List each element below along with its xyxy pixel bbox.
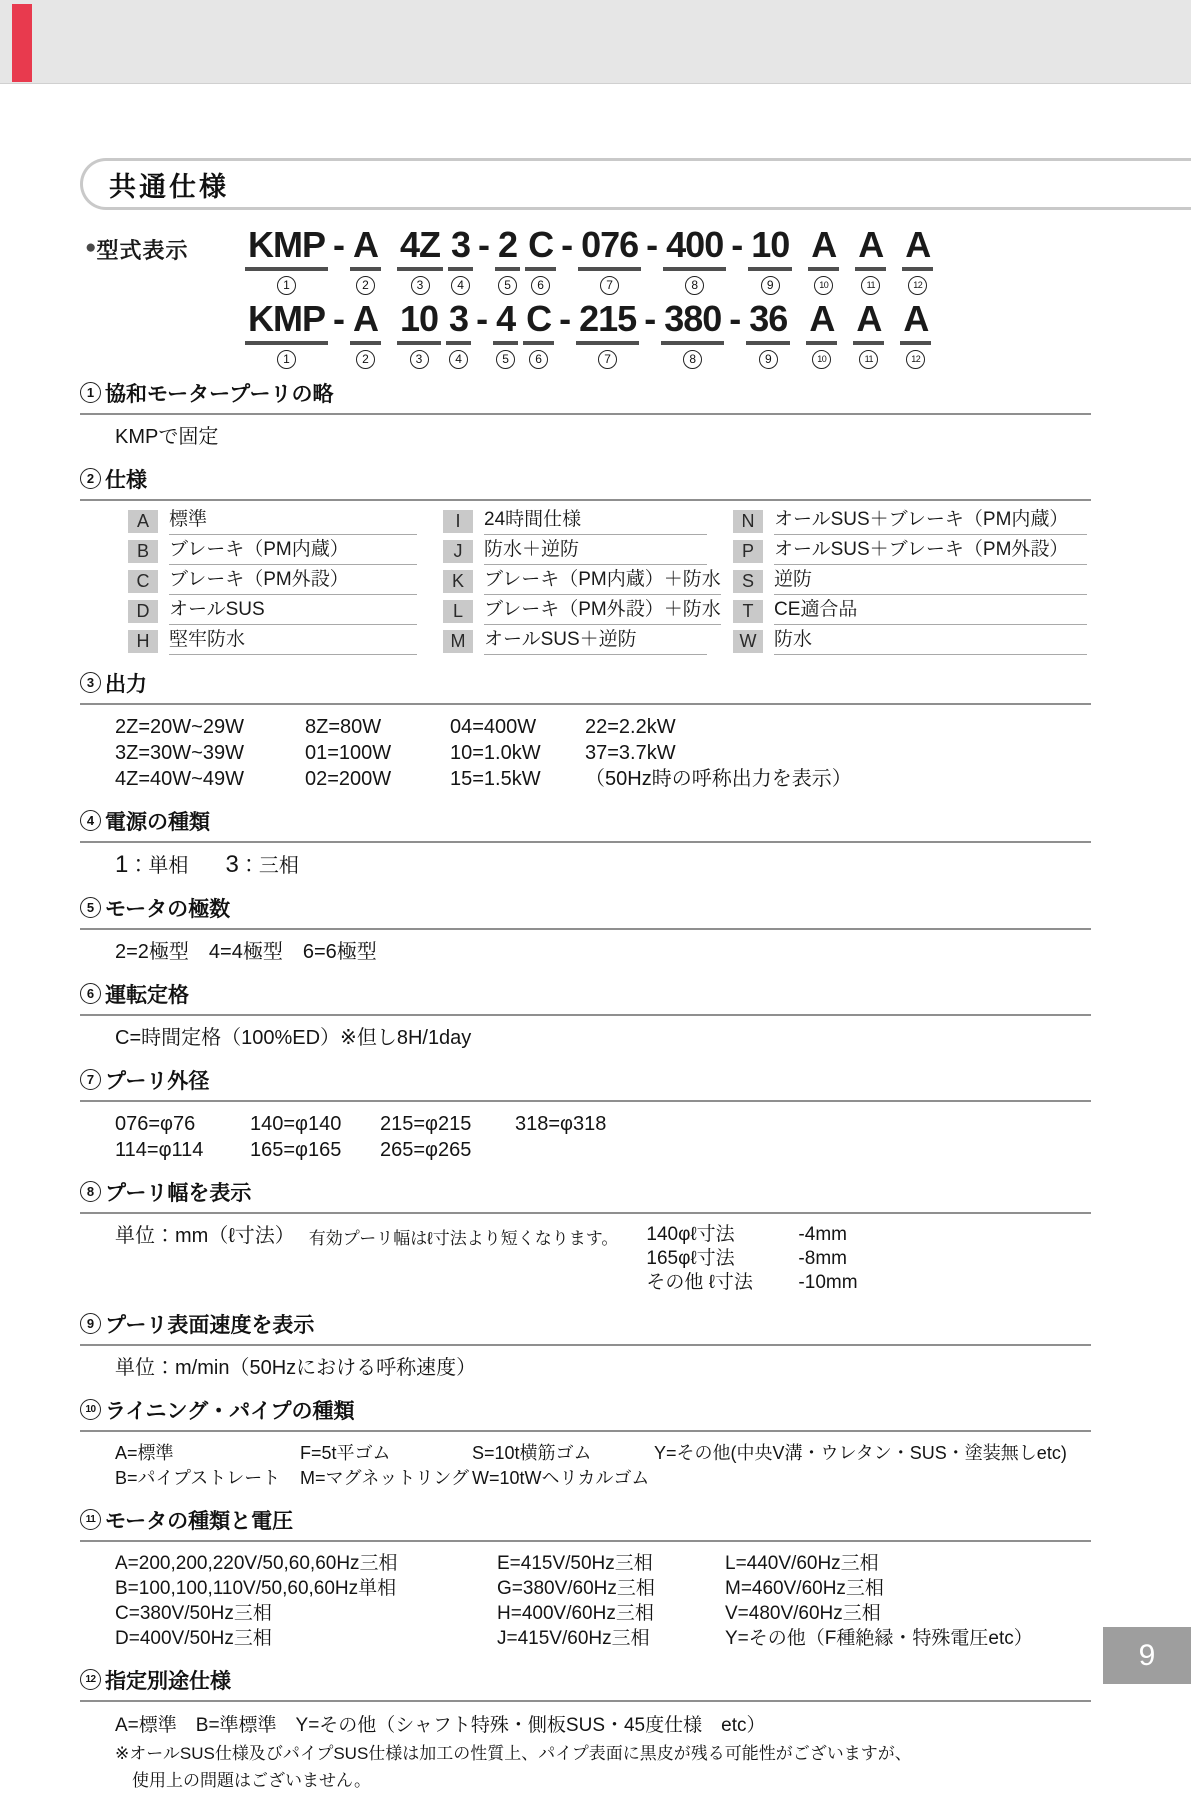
section-6-duty-rating <box>80 979 1091 1056</box>
circled-number: 3 <box>410 350 429 369</box>
spec-code-label: 24時間仕様 <box>484 509 707 535</box>
model-segment <box>245 224 345 295</box>
model-segment <box>350 297 381 369</box>
circled-number: 3 <box>80 672 101 693</box>
spec-code-label: 標準 <box>169 509 417 535</box>
page-number: 9 <box>1138 1638 1156 1672</box>
circled-number: 2 <box>80 468 101 489</box>
table-row <box>115 714 1091 740</box>
table-row <box>115 1576 1091 1601</box>
legend-sections <box>80 378 1091 1799</box>
model-segment <box>748 226 792 295</box>
table-cell <box>515 1137 1091 1163</box>
section-12-special-spec <box>80 1665 1091 1799</box>
model-display-block <box>85 226 1191 374</box>
spec-code-label: オールSUS <box>169 599 417 625</box>
spec-column <box>443 507 733 657</box>
circled-number: 8 <box>683 350 702 369</box>
spec-code-row <box>443 597 733 627</box>
table-cell: 2Z=20W~29W <box>115 715 244 738</box>
spec-code-row <box>443 627 733 657</box>
section-heading: 運転定格 <box>105 983 189 1007</box>
width-adjustment-list <box>646 1223 857 1295</box>
spec-code-chip: S <box>733 570 763 593</box>
table-cell: 140=φ140 <box>250 1112 342 1135</box>
model-segment-text: A <box>902 226 933 271</box>
table-cell: Y=その他(中央V溝・ウレタン・SUS・塗装無しetc) <box>654 1442 1067 1463</box>
spec-code-label: ブレーキ（PM内蔵）＋防水 <box>484 569 721 595</box>
section-9-surface-speed <box>80 1309 1091 1386</box>
model-segment-text: 10 <box>748 226 792 271</box>
spec-code-chip: N <box>733 510 763 533</box>
spec-code-label: 防水 <box>774 629 1087 655</box>
list-item: 165φℓ寸法 -8mm <box>646 1247 847 1269</box>
note-line: 使用上の問題はございません。 <box>115 1770 372 1790</box>
model-segment-text: A <box>855 226 886 271</box>
table-cell: 01=100W <box>305 741 392 764</box>
table-row <box>115 740 1091 766</box>
model-segment <box>446 297 489 369</box>
circled-number: 12 <box>906 350 925 369</box>
circled-number: 12 <box>908 276 927 295</box>
table-cell: D=400V/50Hz三相 <box>115 1627 272 1649</box>
table-cell <box>654 1466 1091 1491</box>
circled-number: 3 <box>411 276 430 295</box>
table-cell: 114=φ114 <box>115 1138 204 1161</box>
spec-code-label: オールSUS＋ブレーキ（PM外設） <box>774 539 1087 565</box>
code-line: A=標準 B=準標準 Y=その他（シャフト特殊・側板SUS・45度仕様 etc） <box>115 1714 766 1736</box>
model-display-label: ● 型式表示 <box>85 226 245 374</box>
spec-code-label: ブレーキ（PM内蔵） <box>169 539 417 565</box>
circled-number: 1 <box>277 276 296 295</box>
model-segment-text: 10 <box>397 300 441 345</box>
table-cell: 02=200W <box>305 767 392 790</box>
model-segment <box>495 226 520 295</box>
model-separator: - <box>478 224 491 265</box>
diameter-code-table <box>80 1102 1091 1168</box>
circled-number: 6 <box>80 983 101 1004</box>
spec-code-row <box>733 627 1091 657</box>
model-segment-text: 36 <box>746 300 790 345</box>
circled-number: 5 <box>80 897 101 918</box>
model-segment-text: C <box>525 226 556 271</box>
section-heading: 仕様 <box>105 468 147 492</box>
spec-code-chip: L <box>443 600 473 623</box>
spec-code-chip: T <box>733 600 763 623</box>
circled-number: 8 <box>685 276 704 295</box>
special-spec-notes <box>80 1702 1091 1799</box>
section-heading: プーリ幅を表示 <box>105 1181 252 1205</box>
table-cell: 4Z=40W~49W <box>115 767 244 790</box>
table-cell: M=マグネットリング <box>300 1467 469 1488</box>
circled-number: 2 <box>356 276 375 295</box>
table-cell: 04=400W <box>450 715 537 738</box>
spec-code-label: 堅牢防水 <box>169 629 417 655</box>
model-segment-text: KMP <box>245 300 328 345</box>
circled-number: 10 <box>80 1399 101 1420</box>
model-segment <box>578 224 659 295</box>
table-cell: H=400V/60Hz三相 <box>497 1602 654 1624</box>
table-cell: G=380V/60Hz三相 <box>497 1577 655 1599</box>
table-row <box>115 1441 1091 1466</box>
table-row <box>115 1551 1091 1576</box>
table-cell: 8Z=80W <box>305 715 382 738</box>
list-item: その他 ℓ寸法 -10mm <box>646 1271 858 1293</box>
circled-number: 11 <box>80 1509 101 1530</box>
model-number-row <box>245 226 1191 295</box>
model-segment <box>808 226 839 295</box>
section-heading: 出力 <box>105 672 147 696</box>
section-content: KMPで固定 <box>115 425 219 448</box>
circled-number: 5 <box>498 276 517 295</box>
table-row <box>115 1466 1091 1491</box>
section-8-pulley-width <box>80 1177 1091 1300</box>
spec-code-chip: A <box>128 510 158 533</box>
table-cell: J=415V/60Hz三相 <box>497 1627 650 1649</box>
section-content: 単位：m/min（50Hzにおける呼称速度） <box>115 1356 477 1379</box>
table-cell: 22=2.2kW <box>585 715 676 738</box>
table-row <box>115 1601 1091 1626</box>
model-segment-text: A <box>853 300 884 345</box>
table-cell: 37=3.7kW <box>585 741 676 764</box>
spec-code-label: CE適合品 <box>774 599 1087 625</box>
model-separator: - <box>731 224 744 265</box>
table-cell: E=415V/50Hz三相 <box>497 1552 653 1574</box>
table-cell: （50Hz時の呼称出力を表示） <box>585 767 852 790</box>
table-cell: V=480V/60Hz三相 <box>725 1602 881 1624</box>
model-separator: - <box>476 297 489 339</box>
model-segment <box>663 224 744 295</box>
table-cell: F=5t平ゴム <box>300 1442 391 1463</box>
section-7-pulley-diameter <box>80 1065 1091 1168</box>
code-value: 3 <box>225 850 239 878</box>
output-code-table <box>80 705 1091 797</box>
model-numbers <box>245 226 1191 374</box>
spec-code-chip: I <box>443 510 473 533</box>
model-segment <box>806 297 837 369</box>
model-segment <box>493 297 518 369</box>
table-cell: 165=φ165 <box>250 1138 342 1161</box>
section-heading: 電源の種類 <box>105 810 210 834</box>
section-heading: 指定別途仕様 <box>105 1669 231 1693</box>
model-segment <box>245 297 345 369</box>
width-unit: 単位：mm（ℓ寸法） <box>115 1224 295 1247</box>
section-11-motor-voltage <box>80 1505 1091 1656</box>
circled-number: 4 <box>451 276 470 295</box>
power-type-values: 1：単相 3：三相 <box>115 850 299 878</box>
circled-number: 9 <box>759 350 778 369</box>
spec-code-row <box>443 567 733 597</box>
table-cell: 215=φ215 <box>380 1112 472 1135</box>
section-color-tab <box>12 4 32 82</box>
spec-code-label: オールSUS＋逆防 <box>484 629 707 655</box>
circled-number: 2 <box>356 350 375 369</box>
spec-code-chip: B <box>128 540 158 563</box>
circled-number: 7 <box>80 1069 101 1090</box>
circled-number: 7 <box>598 350 617 369</box>
model-segment-text: A <box>900 300 931 345</box>
code-value: 1 <box>115 850 129 878</box>
table-cell: S=10t横筋ゴム <box>472 1442 592 1463</box>
section-heading: プーリ表面速度を表示 <box>105 1313 315 1337</box>
circled-number: 8 <box>80 1181 101 1202</box>
model-segment-text: 076 <box>578 226 641 271</box>
model-segment-text: 380 <box>661 300 724 345</box>
circled-number: 11 <box>861 276 880 295</box>
spec-code-chip: K <box>443 570 473 593</box>
model-segment-text: C <box>523 300 554 345</box>
circled-number: 12 <box>80 1669 101 1690</box>
circled-number: 6 <box>531 276 550 295</box>
spec-column <box>128 507 443 657</box>
circled-number: 11 <box>859 350 878 369</box>
table-row <box>115 1111 1091 1137</box>
page-title: 共通仕様 <box>109 171 229 202</box>
model-separator: - <box>729 297 742 339</box>
model-separator: - <box>646 224 659 265</box>
table-cell: 3Z=30W~39W <box>115 741 244 764</box>
table-cell: A=標準 <box>115 1442 174 1463</box>
model-segment-text: 3 <box>446 300 471 345</box>
table-cell: 318=φ318 <box>515 1112 607 1135</box>
section-2-spec <box>80 464 1091 659</box>
model-separator: - <box>333 224 345 265</box>
spec-code-chip: H <box>128 630 158 653</box>
model-segment-text: A <box>350 226 381 271</box>
spec-code-label: オールSUS＋ブレーキ（PM内蔵） <box>774 509 1087 535</box>
table-cell: 076=φ76 <box>115 1112 196 1135</box>
section-heading: モータの種類と電圧 <box>105 1509 294 1533</box>
spec-code-chip: M <box>443 630 473 653</box>
spec-code-row <box>128 567 443 597</box>
page-number-badge <box>1103 1627 1191 1684</box>
model-separator: - <box>559 297 572 339</box>
model-separator: - <box>644 297 657 339</box>
section-4-power-type <box>80 806 1091 884</box>
bullet-icon: ● <box>85 237 97 258</box>
width-note: 有効プーリ幅はℓ寸法より短くなります。 <box>308 1228 619 1248</box>
model-segment-text: A <box>350 300 381 345</box>
table-cell: B=パイプストレート <box>115 1467 281 1488</box>
spec-code-chip: W <box>733 630 763 653</box>
top-page-band <box>0 0 1191 84</box>
spec-code-table <box>80 501 1091 659</box>
spec-code-row <box>733 537 1091 567</box>
model-segment <box>855 226 886 295</box>
table-cell: C=380V/50Hz三相 <box>115 1602 272 1624</box>
model-segment <box>525 224 574 295</box>
circled-number: 9 <box>761 276 780 295</box>
table-cell: W=10tWヘリカルゴム <box>472 1467 650 1488</box>
circled-number: 5 <box>496 350 515 369</box>
model-segment <box>576 297 657 369</box>
spec-code-row <box>128 597 443 627</box>
spec-code-label: ブレーキ（PM外設）＋防水 <box>484 599 721 625</box>
note-line: ※オールSUS仕様及びパイプSUS仕様は加工の性質上、パイプ表面に黒皮が残る可能性がございますが、 <box>115 1743 912 1763</box>
width-info <box>80 1214 1091 1300</box>
model-segment-text: 4Z <box>397 226 443 271</box>
lining-code-table <box>80 1432 1091 1496</box>
model-segment <box>448 224 491 295</box>
model-segment <box>523 297 572 369</box>
table-row <box>115 1137 1091 1163</box>
section-content: 2=2極型 4=4極型 6=6極型 <box>115 940 377 963</box>
circled-number: 9 <box>80 1313 101 1334</box>
circled-number: 10 <box>812 350 831 369</box>
spec-code-row <box>128 507 443 537</box>
model-segment <box>900 297 931 369</box>
model-segment-text: A <box>808 226 839 271</box>
page-content <box>0 84 1191 1808</box>
spec-code-row <box>733 597 1091 627</box>
voltage-code-table <box>80 1542 1091 1656</box>
table-cell: A=200,200,220V/50,60,60Hz三相 <box>115 1552 398 1574</box>
table-cell: 265=φ265 <box>380 1138 472 1161</box>
model-separator: - <box>333 297 345 339</box>
model-segment-text: 2 <box>495 226 520 271</box>
list-item: 140φℓ寸法 -4mm <box>646 1223 847 1245</box>
circled-number: 10 <box>814 276 833 295</box>
model-segment-text: 215 <box>576 300 639 345</box>
section-heading: ライニング・パイプの種類 <box>105 1399 355 1423</box>
spec-code-row <box>128 627 443 657</box>
section-heading: プーリ外径 <box>105 1069 210 1093</box>
model-segment-text: KMP <box>245 226 328 271</box>
spec-code-chip: J <box>443 540 473 563</box>
table-cell: 15=1.5kW <box>450 767 541 790</box>
section-heading: モータの極数 <box>105 897 231 921</box>
circled-number: 4 <box>449 350 468 369</box>
circled-number: 1 <box>80 382 101 403</box>
table-cell: L=440V/60Hz三相 <box>725 1552 879 1574</box>
table-cell: 10=1.0kW <box>450 741 541 764</box>
spec-code-label: 逆防 <box>774 569 1087 595</box>
model-number-row <box>245 297 1191 369</box>
section-10-lining-pipe <box>80 1395 1091 1496</box>
section-heading: 協和モータープーリの略 <box>105 382 334 406</box>
spec-code-label: ブレーキ（PM外設） <box>169 569 417 595</box>
spec-code-chip: P <box>733 540 763 563</box>
table-cell: Y=その他（F種絶縁・特殊電圧etc） <box>725 1627 1033 1649</box>
model-segment <box>661 297 742 369</box>
spec-code-chip: D <box>128 600 158 623</box>
model-segment <box>397 297 441 369</box>
table-row <box>115 766 1091 792</box>
circled-number: 7 <box>600 276 619 295</box>
section-1-abbreviation <box>80 378 1091 455</box>
spec-code-row <box>733 567 1091 597</box>
model-segment <box>397 226 443 295</box>
spec-code-row <box>733 507 1091 537</box>
spec-code-row <box>443 507 733 537</box>
model-segment <box>746 297 790 369</box>
table-row <box>115 1626 1091 1651</box>
spec-code-label: 防水＋逆防 <box>484 539 707 565</box>
model-separator: - <box>561 224 574 265</box>
model-segment-text: 4 <box>493 300 518 345</box>
model-segment-text: A <box>806 300 837 345</box>
table-cell: M=460V/60Hz三相 <box>725 1577 884 1599</box>
circled-number: 6 <box>529 350 548 369</box>
model-segment <box>350 226 381 295</box>
spec-code-chip: C <box>128 570 158 593</box>
model-segment <box>902 226 933 295</box>
section-content: C=時間定格（100%ED）※但し8H/1day <box>115 1026 472 1049</box>
spec-code-row <box>443 537 733 567</box>
section-header-bar <box>80 158 1191 210</box>
section-5-poles <box>80 893 1091 970</box>
spec-column <box>733 507 1091 657</box>
circled-number: 4 <box>80 810 101 831</box>
circled-number: 1 <box>277 350 296 369</box>
section-3-output <box>80 668 1091 797</box>
model-segment-text: 3 <box>448 226 473 271</box>
model-segment-text: 400 <box>663 226 726 271</box>
table-cell: B=100,100,110V/50,60,60Hz単相 <box>115 1577 397 1599</box>
model-segment <box>853 297 884 369</box>
spec-code-row <box>128 537 443 567</box>
